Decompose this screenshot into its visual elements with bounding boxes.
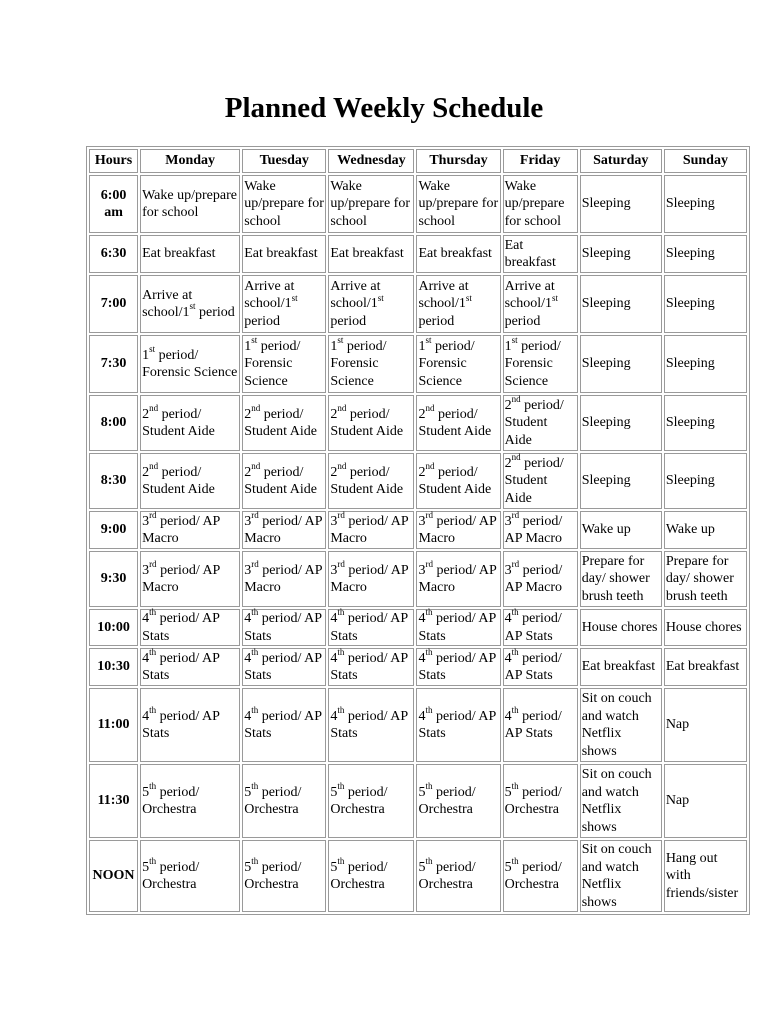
schedule-cell-sunday: Sleeping: [664, 175, 747, 233]
schedule-cell-thursday: Wake up/prepare for school: [416, 175, 500, 233]
schedule-cell-saturday: Sleeping: [580, 395, 662, 451]
hour-cell: 6:30: [89, 235, 138, 273]
schedule-cell-saturday: Sit on couch and watch Netflix shows: [580, 840, 662, 912]
schedule-cell-friday: 4th period/ AP Stats: [503, 648, 578, 686]
table-row: [89, 395, 747, 451]
schedule-cell-monday: 2nd period/ Student Aide: [140, 395, 240, 451]
schedule-cell-wednesday: 3rd period/ AP Macro: [328, 551, 414, 607]
hour-cell: 8:00: [89, 395, 138, 451]
column-header-wednesday: Wednesday: [328, 149, 414, 173]
schedule-cell-wednesday: 3rd period/ AP Macro: [328, 511, 414, 549]
schedule-cell-thursday: 4th period/ AP Stats: [416, 688, 500, 762]
schedule-cell-tuesday: 5th period/ Orchestra: [242, 840, 326, 912]
table-row: [89, 648, 747, 686]
hour-cell: 7:00: [89, 275, 138, 333]
schedule-cell-wednesday: Wake up/prepare for school: [328, 175, 414, 233]
schedule-cell-tuesday: 3rd period/ AP Macro: [242, 511, 326, 549]
schedule-cell-tuesday: 2nd period/ Student Aide: [242, 395, 326, 451]
schedule-cell-thursday: 4th period/ AP Stats: [416, 648, 500, 686]
table-row: [89, 511, 747, 549]
table-row: [89, 840, 747, 912]
schedule-cell-tuesday: Arrive at school/1st period: [242, 275, 326, 333]
schedule-cell-tuesday: Eat breakfast: [242, 235, 326, 273]
schedule-cell-sunday: Sleeping: [664, 235, 747, 273]
schedule-cell-monday: 5th period/ Orchestra: [140, 764, 240, 838]
schedule-cell-wednesday: 4th period/ AP Stats: [328, 648, 414, 686]
header-row: [89, 149, 747, 173]
column-header-thursday: Thursday: [416, 149, 500, 173]
schedule-cell-monday: 4th period/ AP Stats: [140, 648, 240, 686]
schedule-cell-saturday: Wake up: [580, 511, 662, 549]
schedule-cell-friday: 5th period/ Orchestra: [503, 764, 578, 838]
schedule-cell-sunday: Sleeping: [664, 453, 747, 509]
schedule-cell-sunday: Wake up: [664, 511, 747, 549]
schedule-cell-thursday: 3rd period/ AP Macro: [416, 511, 500, 549]
schedule-cell-saturday: Sit on couch and watch Netflix shows: [580, 688, 662, 762]
table-row: [89, 175, 747, 233]
schedule-cell-monday: Eat breakfast: [140, 235, 240, 273]
schedule-cell-thursday: Arrive at school/1st period: [416, 275, 500, 333]
schedule-cell-thursday: 5th period/ Orchestra: [416, 764, 500, 838]
schedule-cell-saturday: Prepare for day/ shower brush teeth: [580, 551, 662, 607]
schedule-cell-monday: 1st period/ Forensic Science: [140, 335, 240, 393]
schedule-cell-wednesday: 4th period/ AP Stats: [328, 688, 414, 762]
schedule-cell-friday: 2nd period/ Student Aide: [503, 395, 578, 451]
schedule-cell-thursday: 4th period/ AP Stats: [416, 609, 500, 646]
schedule-cell-friday: 3rd period/ AP Macro: [503, 551, 578, 607]
schedule-cell-friday: 4th period/ AP Stats: [503, 609, 578, 646]
table-row: [89, 275, 747, 333]
schedule-cell-tuesday: Wake up/prepare for school: [242, 175, 326, 233]
schedule-cell-wednesday: 2nd period/ Student Aide: [328, 453, 414, 509]
schedule-cell-friday: 4th period/ AP Stats: [503, 688, 578, 762]
schedule-cell-sunday: Prepare for day/ shower brush teeth: [664, 551, 747, 607]
schedule-cell-friday: 3rd period/ AP Macro: [503, 511, 578, 549]
schedule-cell-thursday: 5th period/ Orchestra: [416, 840, 500, 912]
schedule-cell-friday: Arrive at school/1st period: [503, 275, 578, 333]
schedule-cell-tuesday: 3rd period/ AP Macro: [242, 551, 326, 607]
schedule-cell-friday: 2nd period/ Student Aide: [503, 453, 578, 509]
schedule-cell-wednesday: 2nd period/ Student Aide: [328, 395, 414, 451]
schedule-cell-saturday: Sleeping: [580, 275, 662, 333]
table-row: [89, 688, 747, 762]
schedule-cell-wednesday: Eat breakfast: [328, 235, 414, 273]
schedule-cell-thursday: 1st period/ Forensic Science: [416, 335, 500, 393]
schedule-table: [86, 146, 750, 915]
column-header-saturday: Saturday: [580, 149, 662, 173]
schedule-cell-tuesday: 2nd period/ Student Aide: [242, 453, 326, 509]
schedule-cell-monday: 3rd period/ AP Macro: [140, 551, 240, 607]
schedule-cell-sunday: Nap: [664, 764, 747, 838]
schedule-cell-thursday: Eat breakfast: [416, 235, 500, 273]
schedule-cell-tuesday: 4th period/ AP Stats: [242, 609, 326, 646]
schedule-cell-wednesday: 1st period/ Forensic Science: [328, 335, 414, 393]
schedule-cell-saturday: Sleeping: [580, 453, 662, 509]
schedule-cell-wednesday: 5th period/ Orchestra: [328, 764, 414, 838]
column-header-monday: Monday: [140, 149, 240, 173]
hour-cell: 6:00 am: [89, 175, 138, 233]
schedule-cell-tuesday: 5th period/ Orchestra: [242, 764, 326, 838]
schedule-cell-saturday: Eat breakfast: [580, 648, 662, 686]
schedule-cell-monday: 3rd period/ AP Macro: [140, 511, 240, 549]
schedule-cell-thursday: 3rd period/ AP Macro: [416, 551, 500, 607]
hour-cell: 11:30: [89, 764, 138, 838]
hour-cell: 8:30: [89, 453, 138, 509]
schedule-cell-sunday: House chores: [664, 609, 747, 646]
schedule-cell-sunday: Sleeping: [664, 395, 747, 451]
schedule-cell-wednesday: 5th period/ Orchestra: [328, 840, 414, 912]
schedule-cell-friday: Wake up/prepare for school: [503, 175, 578, 233]
table-row: [89, 335, 747, 393]
hour-cell: NOON: [89, 840, 138, 912]
schedule-cell-friday: 1st period/ Forensic Science: [503, 335, 578, 393]
schedule-cell-monday: 2nd period/ Student Aide: [140, 453, 240, 509]
schedule-body: [89, 175, 747, 912]
page-title: Planned Weekly Schedule: [224, 92, 544, 124]
schedule-cell-tuesday: 1st period/ Forensic Science: [242, 335, 326, 393]
column-header-hours: Hours: [89, 149, 138, 173]
table-row: [89, 453, 747, 509]
schedule-cell-friday: Eat breakfast: [503, 235, 578, 273]
hour-cell: 7:30: [89, 335, 138, 393]
schedule-cell-thursday: 2nd period/ Student Aide: [416, 453, 500, 509]
hour-cell: 10:00: [89, 609, 138, 646]
table-row: [89, 235, 747, 273]
schedule-cell-sunday: Hang out with friends/sister: [664, 840, 747, 912]
column-header-sunday: Sunday: [664, 149, 747, 173]
schedule-cell-tuesday: 4th period/ AP Stats: [242, 688, 326, 762]
schedule-cell-wednesday: 4th period/ AP Stats: [328, 609, 414, 646]
table-row: [89, 609, 747, 646]
schedule-cell-monday: 5th period/ Orchestra: [140, 840, 240, 912]
hour-cell: 9:00: [89, 511, 138, 549]
hour-cell: 9:30: [89, 551, 138, 607]
column-header-tuesday: Tuesday: [242, 149, 326, 173]
schedule-cell-monday: 4th period/ AP Stats: [140, 688, 240, 762]
schedule-cell-monday: Arrive at school/1st period: [140, 275, 240, 333]
column-header-friday: Friday: [503, 149, 578, 173]
schedule-cell-monday: Wake up/prepare for school: [140, 175, 240, 233]
schedule-cell-saturday: Sleeping: [580, 175, 662, 233]
schedule-cell-tuesday: 4th period/ AP Stats: [242, 648, 326, 686]
table-row: [89, 764, 747, 838]
schedule-cell-monday: 4th period/ AP Stats: [140, 609, 240, 646]
table-row: [89, 551, 747, 607]
schedule-cell-saturday: Sleeping: [580, 235, 662, 273]
hour-cell: 11:00: [89, 688, 138, 762]
schedule-cell-sunday: Eat breakfast: [664, 648, 747, 686]
schedule-cell-friday: 5th period/ Orchestra: [503, 840, 578, 912]
schedule-cell-saturday: Sleeping: [580, 335, 662, 393]
schedule-cell-sunday: Nap: [664, 688, 747, 762]
schedule-cell-thursday: 2nd period/ Student Aide: [416, 395, 500, 451]
schedule-cell-wednesday: Arrive at school/1st period: [328, 275, 414, 333]
schedule-cell-sunday: Sleeping: [664, 335, 747, 393]
schedule-cell-saturday: House chores: [580, 609, 662, 646]
hour-cell: 10:30: [89, 648, 138, 686]
schedule-cell-saturday: Sit on couch and watch Netflix shows: [580, 764, 662, 838]
schedule-cell-sunday: Sleeping: [664, 275, 747, 333]
